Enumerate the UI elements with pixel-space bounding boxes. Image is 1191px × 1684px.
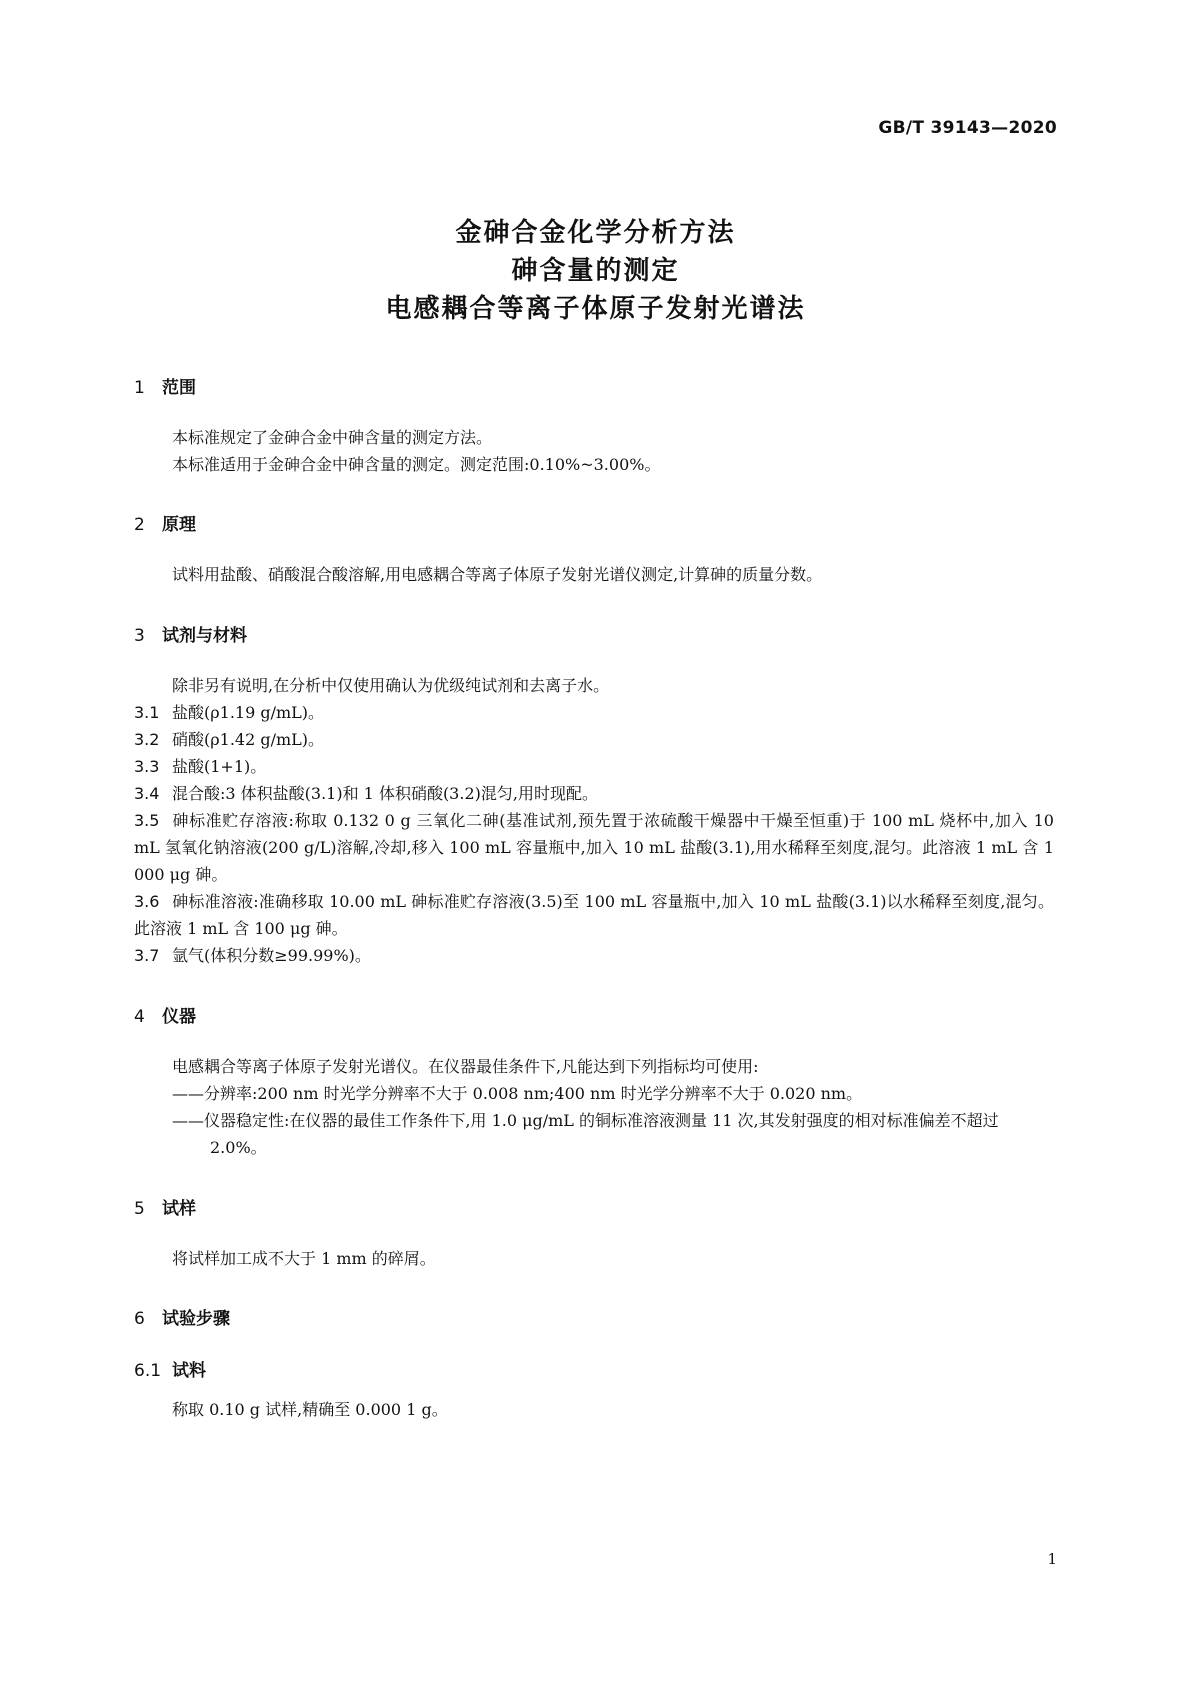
section-number: 4 <box>134 1007 145 1027</box>
item-number: 3.4 <box>134 784 160 803</box>
section-number: 6 <box>134 1309 145 1329</box>
title-line-3: 电感耦合等离子体原子发射光谱法 <box>385 294 806 324</box>
section-body-sample <box>134 1245 1054 1272</box>
dash-item: ——仪器稳定性:在仪器的最佳工作条件下,用 1.0 μg/mL 的铜标准溶液测量 11 次,其发射强度的相对标准偏差不超过 2.0%。 <box>172 1111 999 1157</box>
page-number: 1 <box>1047 1550 1057 1568</box>
section-intro-reagents <box>134 672 1054 699</box>
section-number: 5 <box>134 1199 145 1219</box>
item-text: 盐酸(ρ1.19 g/mL)。 <box>172 703 325 722</box>
item-text: 氩气(体积分数≥99.99%)。 <box>172 946 371 965</box>
reagent-item <box>134 942 1054 969</box>
section-intro-apparatus <box>134 1053 1054 1080</box>
section-heading-principle <box>134 510 196 535</box>
section-title: 原理 <box>162 515 196 535</box>
apparatus-requirement <box>172 1080 1052 1107</box>
title-line-1: 金砷合金化学分析方法 <box>455 218 736 248</box>
section-heading-sample <box>134 1194 196 1219</box>
paragraph: 除非另有说明,在分析中仅使用确认为优级纯试剂和去离子水。 <box>172 676 610 695</box>
subsection-heading-test-portion <box>134 1356 206 1381</box>
paragraph: 电感耦合等离子体原子发射光谱仪。在仪器最佳条件下,凡能达到下列指标均可使用: <box>172 1057 759 1076</box>
paragraph: 本标准适用于金砷合金中砷含量的测定。测定范围:0.10%~3.00%。 <box>172 455 661 474</box>
section-number: 2 <box>134 515 145 535</box>
item-number: 3.7 <box>134 946 160 965</box>
item-text: 盐酸(1+1)。 <box>172 757 267 776</box>
section-body-principle <box>134 561 1054 588</box>
section-number: 1 <box>134 378 145 398</box>
reagent-item <box>134 780 1054 807</box>
section-number: 3 <box>134 626 145 646</box>
reagent-item <box>134 888 1054 942</box>
section-body-scope <box>134 424 1054 478</box>
title-line-2: 砷含量的测定 <box>511 256 680 286</box>
section-title: 试剂与材料 <box>162 626 247 646</box>
item-text: 砷标准贮存溶液:称取 0.132 0 g 三氧化二砷(基准试剂,预先置于浓硫酸干燥器中干燥至恒重)于 100 mL 烧杯中,加入 10 mL 氢氧化钠溶液(200 g/L)溶解,冷却,移入 100 mL 容量瓶中,加入 10 mL 盐酸(3.1),用水稀释至刻度,混匀。此溶液 1 mL 含 1 000 μg 砷。 <box>134 811 1054 884</box>
reagent-item <box>134 807 1054 888</box>
item-number: 3.1 <box>134 703 160 722</box>
item-number: 3.6 <box>134 892 160 911</box>
reagent-item <box>134 753 1054 780</box>
section-heading-scope <box>134 373 196 398</box>
item-number: 3.2 <box>134 730 160 749</box>
section-title: 试样 <box>162 1199 196 1219</box>
dash-item: ——分辨率:200 nm 时光学分辨率不大于 0.008 nm;400 nm 时光学分辨率不大于 0.020 nm。 <box>172 1084 863 1103</box>
item-text: 砷标准溶液:准确移取 10.00 mL 砷标准贮存溶液(3.5)至 100 mL 容量瓶中,加入 10 mL 盐酸(3.1)以水稀释至刻度,混匀。此溶液 1 mL 含 100 μg 砷。 <box>134 892 1054 938</box>
item-text: 硝酸(ρ1.42 g/mL)。 <box>172 730 325 749</box>
subsection-number: 6.1 <box>134 1361 162 1381</box>
apparatus-requirement <box>172 1107 1052 1161</box>
section-title: 范围 <box>162 378 196 398</box>
subsection-body-test-portion <box>134 1396 1054 1423</box>
reagent-item <box>134 726 1054 753</box>
item-number: 3.5 <box>134 811 160 830</box>
subsection-title: 试料 <box>172 1361 206 1381</box>
document-title <box>0 214 1191 328</box>
reagent-item <box>134 699 1054 726</box>
standard-code: GB/T 39143—2020 <box>878 118 1057 138</box>
paragraph: 称取 0.10 g 试样,精确至 0.000 1 g。 <box>172 1400 448 1419</box>
section-heading-reagents <box>134 621 247 646</box>
section-heading-apparatus <box>134 1002 196 1027</box>
section-heading-procedure <box>134 1304 230 1329</box>
section-title: 试验步骤 <box>162 1309 230 1329</box>
paragraph: 将试样加工成不大于 1 mm 的碎屑。 <box>172 1249 436 1268</box>
item-number: 3.3 <box>134 757 160 776</box>
section-title: 仪器 <box>162 1007 196 1027</box>
paragraph: 试料用盐酸、硝酸混合酸溶解,用电感耦合等离子体原子发射光谱仪测定,计算砷的质量分数。 <box>172 565 823 584</box>
item-text: 混合酸:3 体积盐酸(3.1)和 1 体积硝酸(3.2)混匀,用时现配。 <box>172 784 598 803</box>
paragraph: 本标准规定了金砷合金中砷含量的测定方法。 <box>172 428 493 447</box>
